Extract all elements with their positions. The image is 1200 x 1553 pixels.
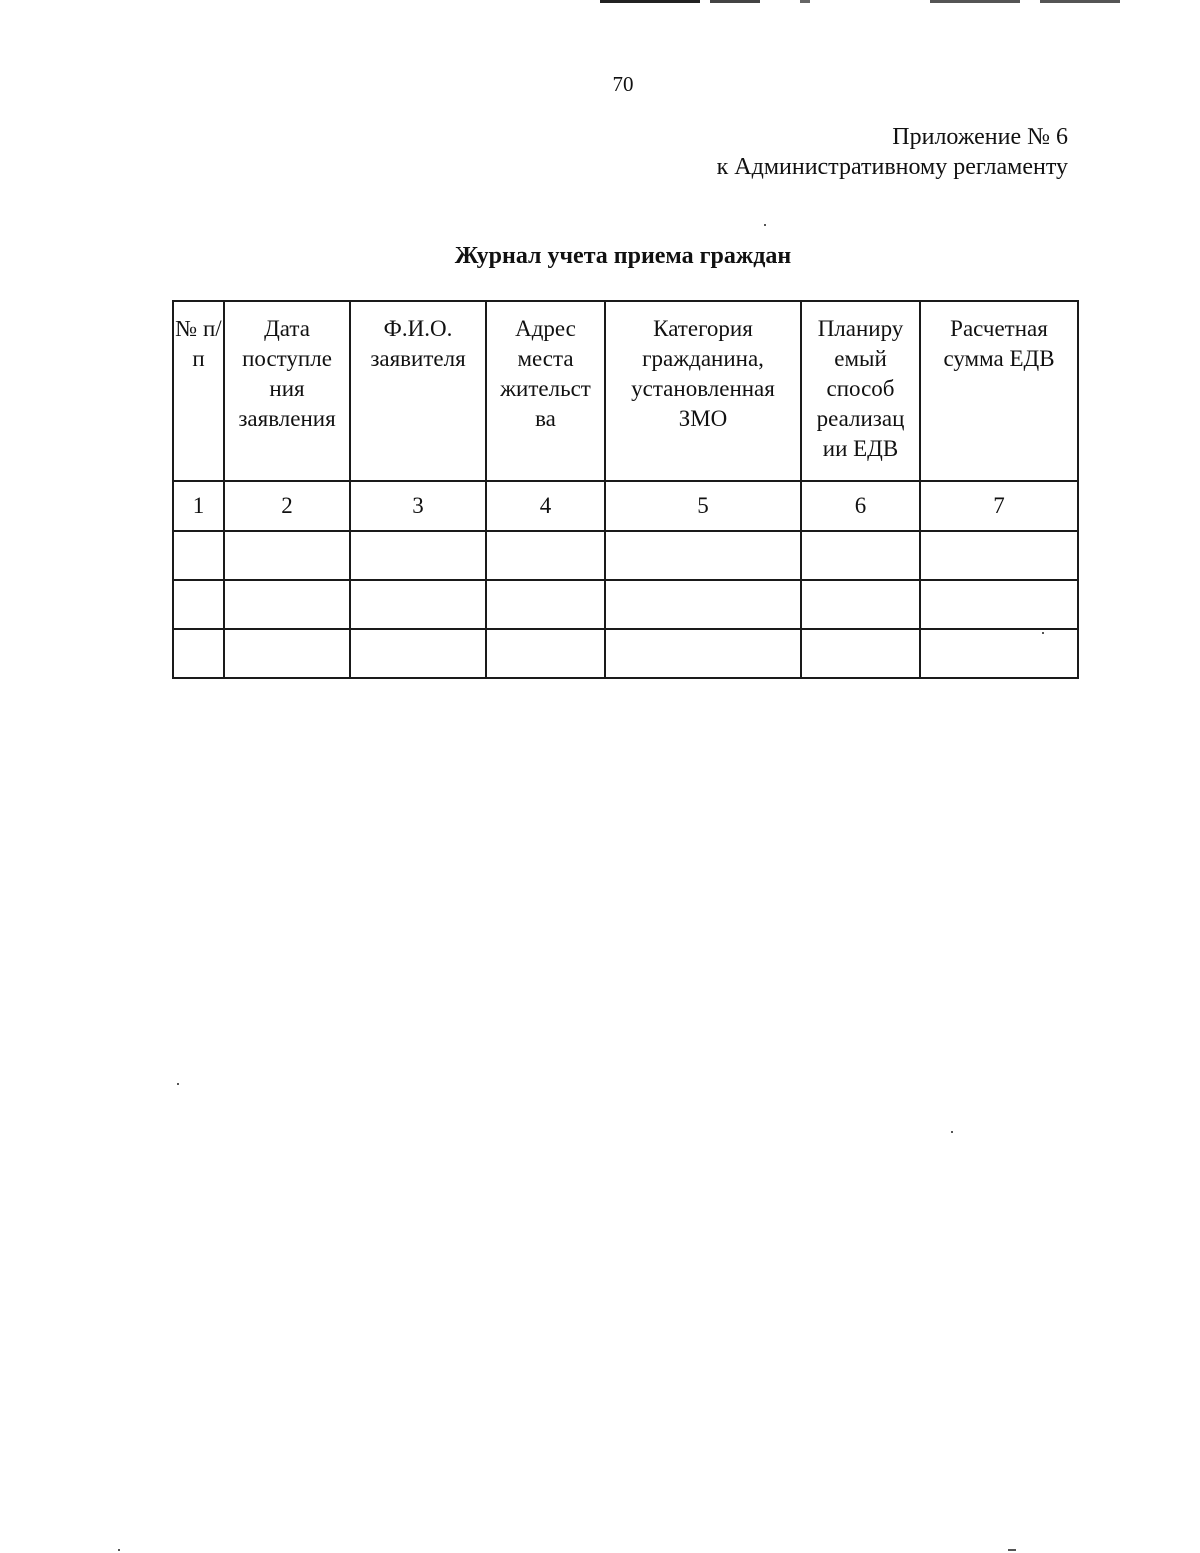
column-number: 5 xyxy=(605,481,801,531)
header-cell-name: Ф.И.О. заявителя xyxy=(350,301,486,481)
scan-speck xyxy=(1042,632,1044,634)
empty-cell xyxy=(486,580,605,629)
empty-cell xyxy=(486,629,605,678)
table-row xyxy=(173,629,1078,678)
document-title: Журнал учета приема граждан xyxy=(454,243,792,269)
scan-speck xyxy=(764,224,766,226)
table-header-row xyxy=(173,301,1078,481)
header-cell-method: Планиру емый способ реализац ии ЕДВ xyxy=(801,301,920,481)
empty-cell xyxy=(224,580,350,629)
empty-cell xyxy=(605,531,801,580)
empty-cell xyxy=(605,629,801,678)
empty-cell xyxy=(605,580,801,629)
table-row xyxy=(173,531,1078,580)
column-number-row xyxy=(173,481,1078,531)
empty-cell xyxy=(801,580,920,629)
column-number: 6 xyxy=(801,481,920,531)
scan-speck xyxy=(118,1549,120,1551)
header-cell-category: Категория гражданина, установленная ЗМО xyxy=(605,301,801,481)
empty-cell xyxy=(801,531,920,580)
empty-cell xyxy=(350,629,486,678)
column-number: 7 xyxy=(920,481,1078,531)
empty-cell xyxy=(224,531,350,580)
scan-speck xyxy=(177,1083,179,1085)
empty-cell xyxy=(920,531,1078,580)
scan-edge-line xyxy=(600,0,1120,3)
header-cell-number: № п/п xyxy=(173,301,224,481)
empty-cell xyxy=(224,629,350,678)
column-number: 2 xyxy=(224,481,350,531)
scan-speck xyxy=(951,1131,953,1133)
column-number: 4 xyxy=(486,481,605,531)
header-cell-date: Дата поступле ния заявления xyxy=(224,301,350,481)
empty-cell xyxy=(920,580,1078,629)
empty-cell xyxy=(486,531,605,580)
empty-cell xyxy=(350,580,486,629)
header-cell-address: Адрес места жительст ва xyxy=(486,301,605,481)
empty-cell xyxy=(173,580,224,629)
header-cell-amount: Расчетная сумма ЕДВ xyxy=(920,301,1078,481)
empty-cell xyxy=(801,629,920,678)
journal-table xyxy=(172,300,1079,679)
column-number: 3 xyxy=(350,481,486,531)
appendix-line-1: Приложение № 6 xyxy=(892,124,1068,150)
empty-cell xyxy=(173,629,224,678)
column-number: 1 xyxy=(173,481,224,531)
appendix-line-2: к Административному регламенту xyxy=(716,154,1068,180)
empty-cell xyxy=(173,531,224,580)
empty-cell xyxy=(920,629,1078,678)
scan-speck xyxy=(1008,1549,1016,1551)
table-row xyxy=(173,580,1078,629)
appendix-reference xyxy=(717,122,1068,182)
page-number: 70 xyxy=(612,72,634,96)
empty-cell xyxy=(350,531,486,580)
